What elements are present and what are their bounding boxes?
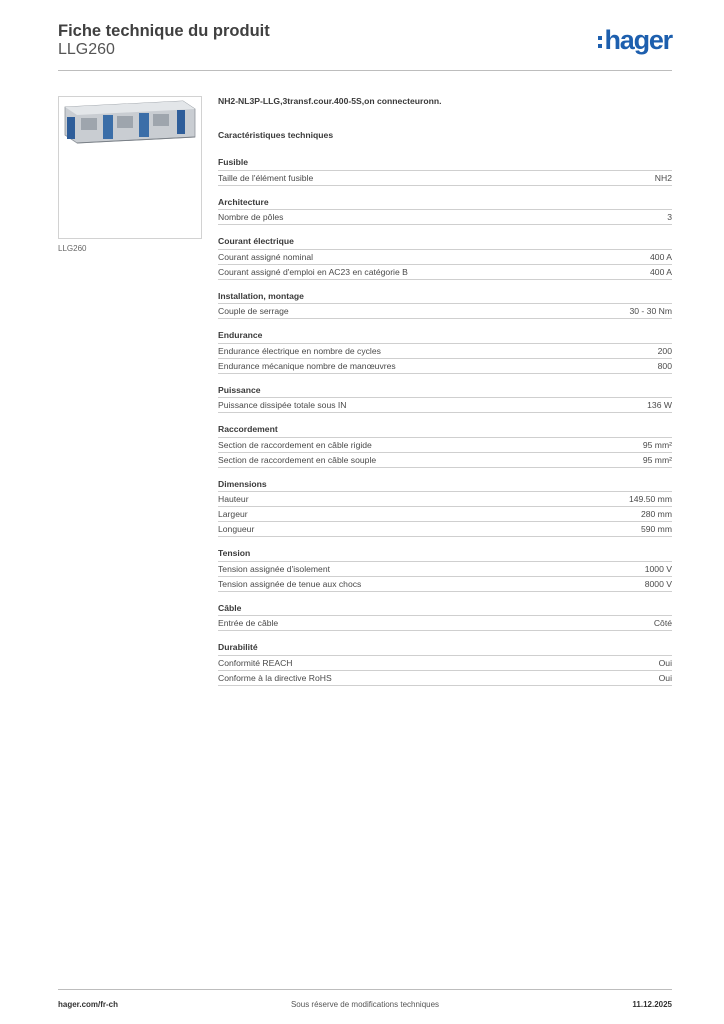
spec-section: [218, 546, 672, 592]
product-description: NH2-NL3P-LLG,3transf.cour.400-5S,on connecteuronn.: [218, 96, 442, 106]
spec-row: [218, 577, 672, 592]
logo-wordmark: hager: [604, 25, 672, 55]
spec-row: [218, 438, 672, 453]
spec-label: Courant assigné nominal: [218, 251, 314, 262]
product-reference: LLG260: [58, 41, 115, 58]
section-title: Tension: [218, 546, 672, 562]
page-footer: [58, 989, 672, 1014]
product-image: [58, 96, 202, 239]
spec-section: [218, 640, 672, 686]
document-title: Fiche technique du produit: [58, 22, 270, 40]
image-caption: LLG260: [58, 244, 87, 253]
spec-value: 800: [657, 360, 672, 371]
spec-row: [218, 171, 672, 186]
spec-label: Largeur: [218, 509, 248, 519]
spec-row: [218, 507, 672, 522]
section-title: Puissance: [218, 383, 672, 399]
spec-row: [218, 304, 672, 319]
spec-section: [218, 155, 672, 186]
spec-label: Tension assignée de tenue aux chocs: [218, 578, 362, 589]
spec-value: 136 W: [647, 400, 672, 410]
spec-section: [218, 601, 672, 632]
spec-label: Courant assigné d'emploi en AC23 en catégorie B: [218, 266, 408, 277]
spec-label: Puissance dissipée totale sous IN: [218, 400, 347, 410]
spec-row: [218, 522, 672, 537]
spec-value: 3: [667, 212, 672, 222]
spec-row: [218, 616, 672, 631]
section-title: Dimensions: [218, 477, 672, 493]
logo-dots-icon: [598, 36, 602, 52]
spec-section: [218, 383, 672, 414]
spec-row: [218, 210, 672, 225]
spec-label: Section de raccordement en câble souple: [218, 454, 377, 465]
spec-label: Endurance mécanique nombre de manœuvres: [218, 360, 396, 371]
spec-value: NH2: [654, 172, 672, 183]
spec-label: Endurance électrique en nombre de cycles: [218, 345, 381, 356]
spec-value: 30 - 30 Nm: [629, 306, 672, 316]
page-header: [58, 20, 672, 71]
spec-row: [218, 344, 672, 359]
product-photo-icon: [59, 97, 201, 238]
section-title: Durabilité: [218, 640, 672, 656]
spec-sections: [218, 155, 672, 686]
spec-row: [218, 671, 672, 686]
section-title: Raccordement: [218, 422, 672, 438]
spec-label: Couple de serrage: [218, 306, 289, 316]
spec-label: Tension assignée d'isolement: [218, 563, 330, 574]
spec-value: 95 mm²: [642, 439, 672, 450]
spec-row: [218, 656, 672, 671]
spec-section: [218, 328, 672, 374]
spec-value: 400 A: [650, 266, 672, 277]
spec-label: Conforme à la directive RoHS: [218, 672, 332, 683]
spec-value: 200: [657, 345, 672, 356]
footer-website: hager.com/fr-ch: [58, 1000, 119, 1009]
spec-value: 590 mm: [640, 524, 672, 534]
spec-section: [218, 195, 672, 226]
spec-row: [218, 359, 672, 374]
spec-title: Caractéristiques techniques: [218, 130, 334, 140]
spec-label: Nombre de pôles: [218, 212, 284, 222]
spec-label: Conformité REACH: [218, 657, 293, 668]
section-title: Courant électrique: [218, 234, 672, 250]
section-title: Câble: [218, 601, 672, 617]
spec-label: Section de raccordement en câble rigide: [218, 439, 372, 450]
spec-section: [218, 289, 672, 320]
spec-value: Oui: [658, 657, 672, 668]
spec-row: [218, 398, 672, 413]
spec-value: 149.50 mm: [629, 494, 672, 504]
spec-row: [218, 562, 672, 577]
spec-label: Entrée de câble: [218, 618, 279, 628]
footer-note: Sous réserve de modifications techniques: [290, 1000, 440, 1009]
section-title: Fusible: [218, 155, 672, 171]
spec-value: 8000 V: [644, 578, 672, 589]
footer-date: 11.12.2025: [632, 1000, 672, 1009]
spec-value: 280 mm: [640, 509, 672, 519]
spec-section: [218, 422, 672, 468]
spec-value: Oui: [658, 672, 672, 683]
spec-value: 95 mm²: [642, 454, 672, 465]
section-title: Installation, montage: [218, 289, 672, 305]
spec-value: Côté: [653, 618, 672, 628]
spec-value: 400 A: [650, 251, 672, 262]
spec-label: Hauteur: [218, 494, 249, 504]
spec-label: Longueur: [218, 524, 255, 534]
spec-content: [218, 96, 672, 695]
section-title: Architecture: [218, 195, 672, 211]
spec-row: [218, 265, 672, 280]
spec-row: [218, 250, 672, 265]
section-title: Endurance: [218, 328, 672, 344]
spec-value: 1000 V: [644, 563, 672, 574]
spec-label: Taille de l'élément fusible: [218, 172, 314, 183]
spec-section: [218, 477, 672, 538]
spec-section: [218, 234, 672, 280]
hager-logo: [598, 25, 672, 55]
spec-row: [218, 453, 672, 468]
spec-row: [218, 492, 672, 507]
